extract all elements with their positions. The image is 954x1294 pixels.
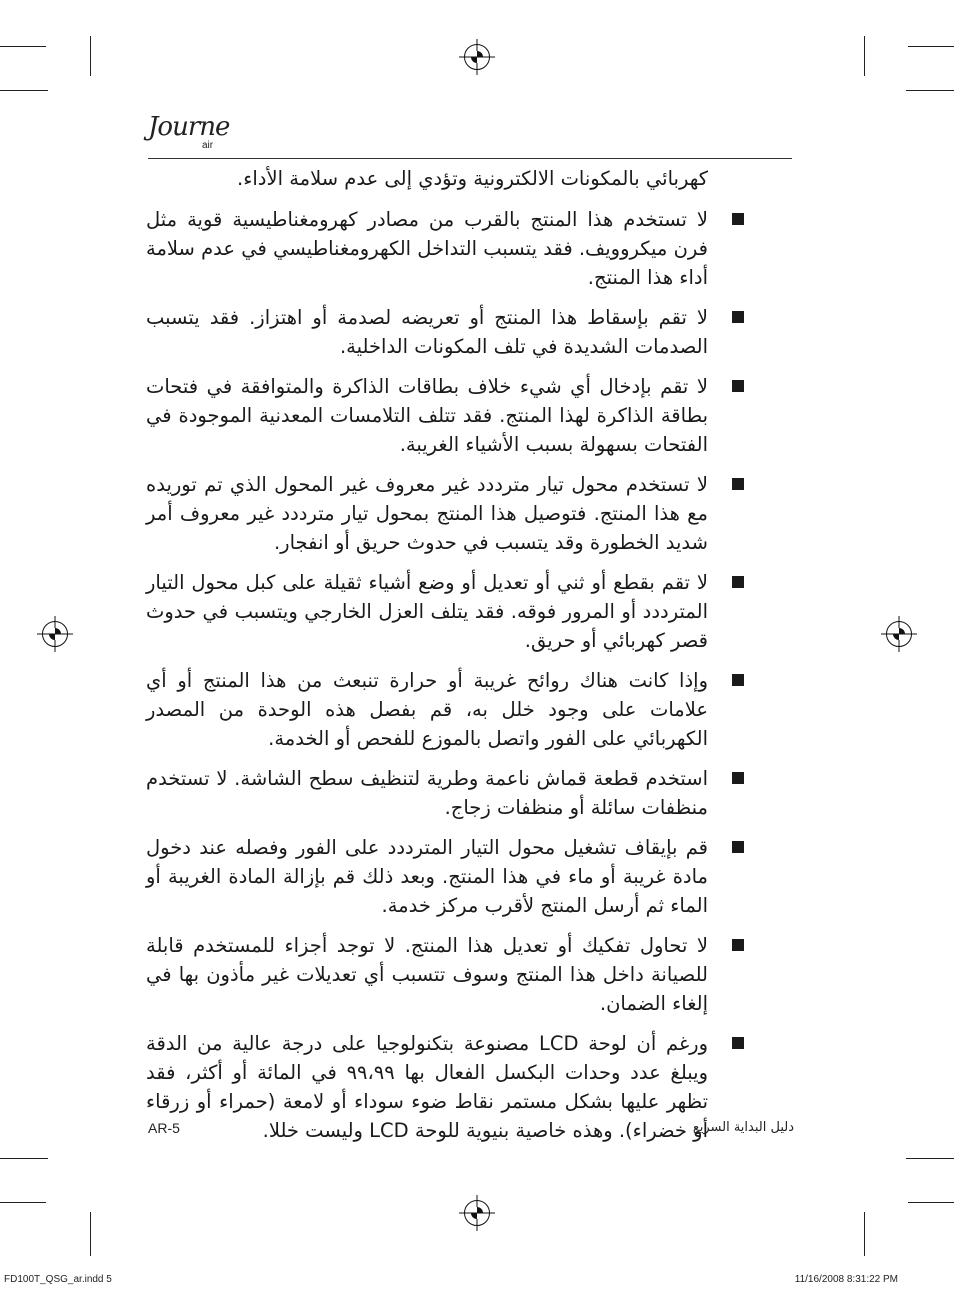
list-item: لا تقم بإدخال أي شيء خلاف بطاقات الذاكرة والمتوافقة في فتحات بطاقة الذاكرة لهذا المنتج. فقد تتلف التلامسات المعدنية الموجودة في الفتحات بسهولة بسبب الأشياء الغريبة. — [146, 372, 708, 459]
logo-sub: air — [202, 140, 214, 151]
registration-mark-bottom — [464, 1200, 490, 1226]
list-item: قم بإيقاف تشغيل محول التيار المترددد على الفور وفصله عند دخول مادة غريبة أو ماء في هذا المنتج. وبعد ذلك قم بإزالة المادة الغريبة أو الماء ثم أرسل المنتج لأقرب مركز خدمة. — [146, 833, 708, 920]
list-item: ورغم أن لوحة LCD مصنوعة بتكنولوجيا على درجة عالية من الدقة ويبلغ عدد وحدات البكسل الفعال بها ٩٩،٩٩ في المائة أو أكثر، فقد تظهر عليها بشكل مستمر نقاط ضوء سوداء أو لامعة (حمراء أو زرقاء أو خضراء). وهذه خاصية بنيوية للوحة LCD وليست خللا. — [146, 1029, 708, 1145]
registration-mark-left — [42, 621, 68, 647]
crop-mark — [908, 46, 954, 47]
square-bullet-icon — [732, 311, 744, 323]
crop-mark — [908, 1202, 954, 1203]
square-bullet-icon — [732, 1037, 744, 1049]
safety-list — [146, 205, 708, 1145]
registration-mark-right — [886, 621, 912, 647]
slug-filename: FD100T_QSG_ar.indd 5 — [4, 1274, 112, 1285]
crop-mark — [864, 1212, 865, 1256]
header-rule — [148, 158, 792, 159]
logo-script: Journe — [148, 112, 230, 142]
list-item: لا تقم بإسقاط هذا المنتج أو تعريضه لصدمة أو اهتزاز. فقد يتسبب الصدمات الشديدة في تلف المكونات الداخلية. — [146, 303, 708, 361]
crop-mark — [906, 90, 954, 91]
list-item: لا تستخدم محول تيار مترددد غير معروف غير المحول الذي تم توريده مع هذا المنتج. فتوصيل هذا المنتج بمحول تيار مترددد غير معروف أمر شديد الخطورة وقد يتسبب في حدوث حريق أو انفجار. — [146, 470, 708, 557]
journe-air-logo — [148, 112, 238, 160]
crop-mark — [90, 36, 91, 76]
square-bullet-icon — [732, 674, 744, 686]
page-number: AR-5 — [148, 1120, 180, 1136]
list-item: وإذا كانت هناك روائح غريبة أو حرارة تنبعث من هذا المنتج أو أي علامات على وجود خلل به، قم بفصل هذه الوحدة من المصدر الكهربائي على الفور واتصل بالموزع للفحص أو الخدمة. — [146, 666, 708, 753]
crop-mark — [0, 90, 48, 91]
intro-paragraph: كهربائي بالمكونات الالكترونية وتؤدي إلى عدم سلامة الأداء. — [237, 167, 708, 190]
crop-mark — [0, 1202, 46, 1203]
page-body — [146, 160, 708, 1156]
list-item: لا تقم بقطع أو ثني أو تعديل أو وضع أشياء ثقيلة على كبل محول التيار المترددد أو المرور فوقه. فقد يتلف العزل الخارجي ويتسبب في حدوث قصر كهربائي أو حريق. — [146, 568, 708, 655]
square-bullet-icon — [732, 380, 744, 392]
square-bullet-icon — [732, 939, 744, 951]
crop-mark — [90, 1212, 91, 1256]
footer-title: دليل البداية السريع — [692, 1120, 794, 1135]
list-item: لا تحاول تفكيك أو تعديل هذا المنتج. لا توجد أجزاء للمستخدم قابلة للصيانة داخل هذا المنتج وسوف تتسبب أي تعديلات غير مأذون بها في إلغاء الضمان. — [146, 931, 708, 1018]
square-bullet-icon — [732, 772, 744, 784]
square-bullet-icon — [732, 576, 744, 588]
list-item: لا تستخدم هذا المنتج بالقرب من مصادر كهرومغناطيسية قوية مثل فرن ميكروويف. فقد يتسبب التداخل الكهرومغناطيسي في عدم سلامة أداء هذا المنتج. — [146, 205, 708, 292]
crop-mark — [864, 36, 865, 76]
list-item: استخدم قطعة قماش ناعمة وطرية لتنظيف سطح الشاشة. لا تستخدم منظفات سائلة أو منظفات زجاج. — [146, 764, 708, 822]
crop-mark — [906, 1158, 954, 1159]
slug-timestamp: 11/16/2008 8:31:22 PM — [794, 1274, 898, 1285]
square-bullet-icon — [732, 841, 744, 853]
crop-mark — [0, 1158, 48, 1159]
registration-mark-top — [464, 44, 490, 70]
square-bullet-icon — [732, 478, 744, 490]
square-bullet-icon — [732, 213, 744, 225]
crop-mark — [0, 46, 46, 47]
